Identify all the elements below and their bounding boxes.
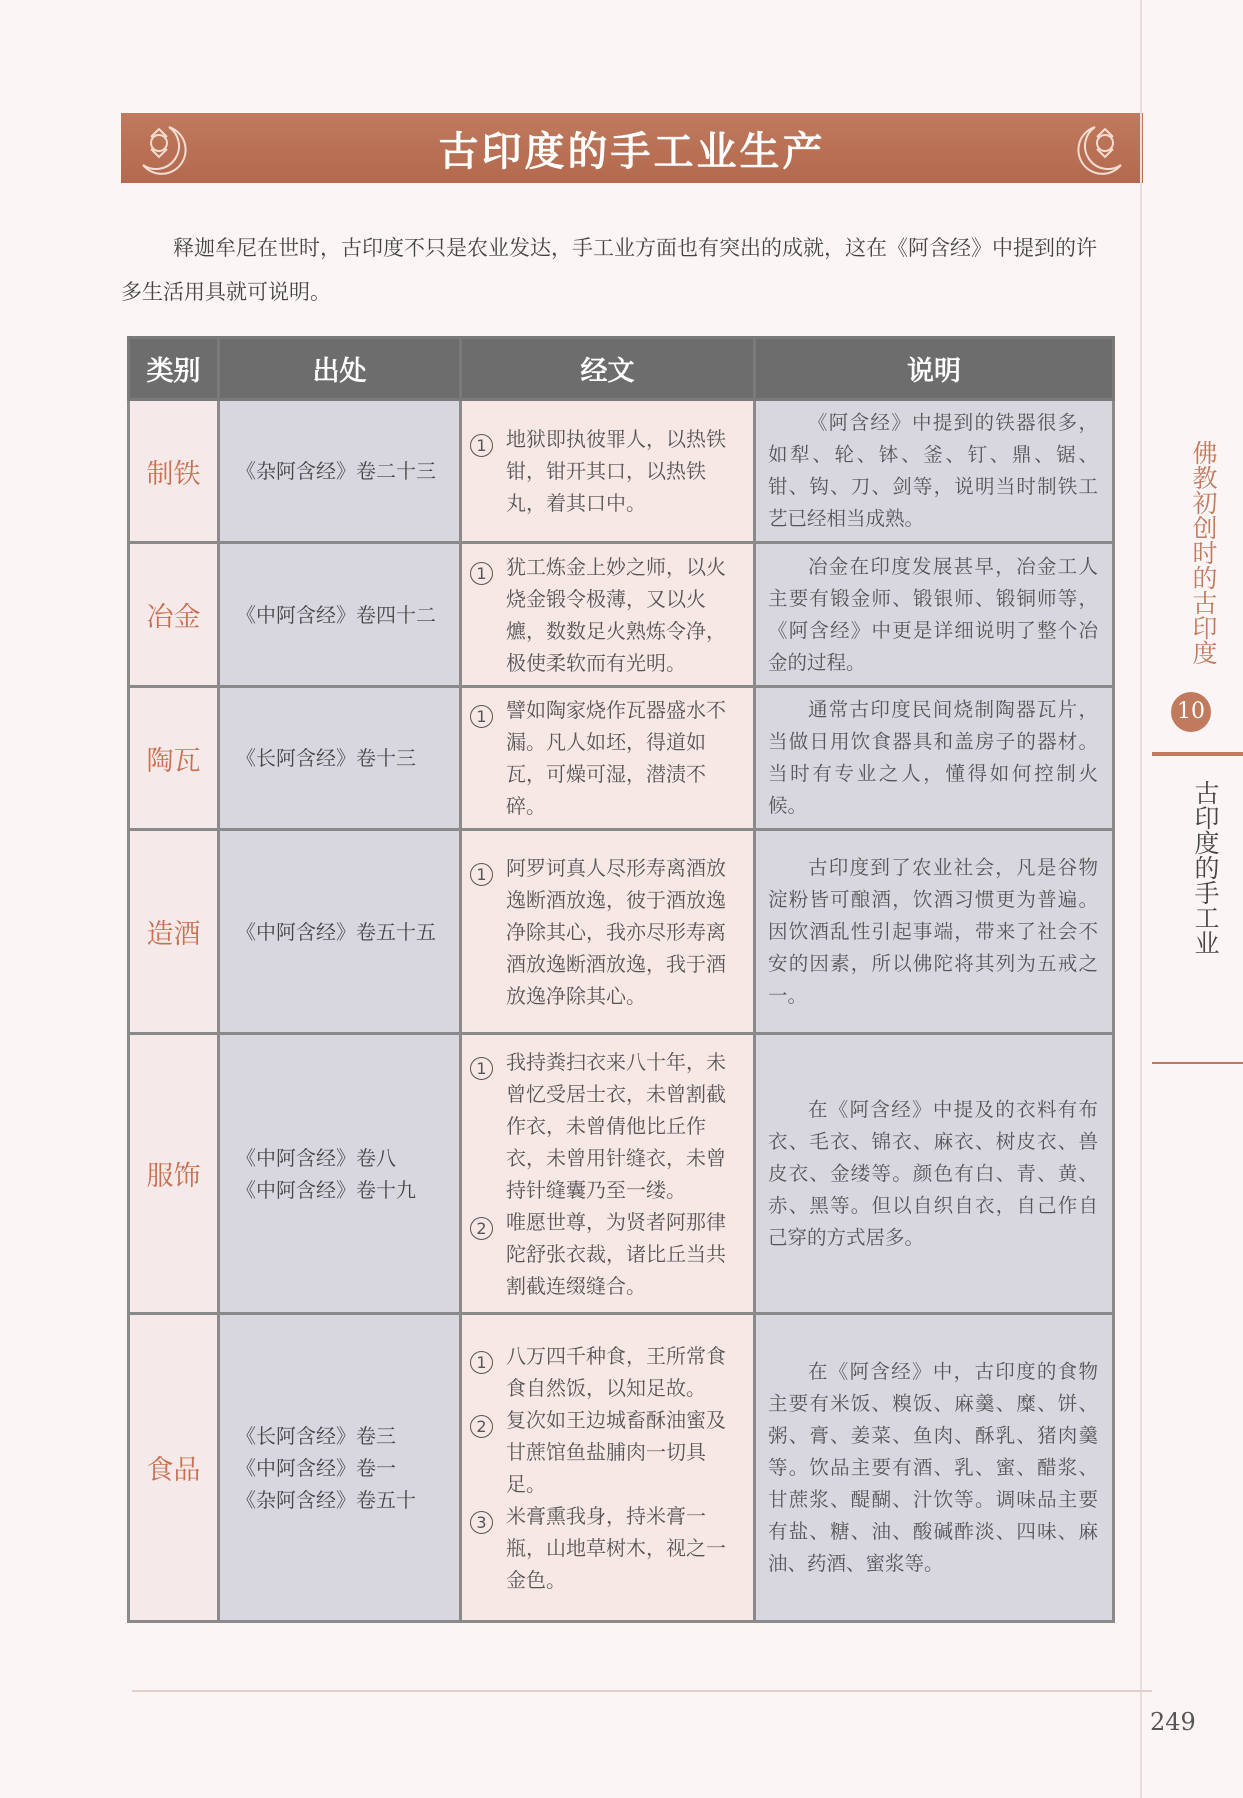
row-category: 食品 [129, 1314, 219, 1622]
item-number: 1 [470, 863, 493, 886]
lotus-ornament-icon [1073, 117, 1135, 179]
bottom-rule [132, 1690, 1152, 1692]
item-text: 阿罗诃真人尽形寿离酒放逸断酒放逸，彼于酒放逸净除其心，我亦尽形寿离酒放逸断酒放逸，我于酒放逸净除其心。 [506, 855, 726, 1008]
row-explanation: 冶金在印度发展甚早，冶金工人主要有锻金师、锻银师、锻铜师等，《阿含经》中更是详细说明了整个冶金的过程。 [755, 543, 1114, 687]
row-scripture [461, 543, 755, 687]
row-scripture [461, 1314, 755, 1622]
row-category: 造酒 [129, 830, 219, 1034]
row-source: 《中阿含经》卷四十二 [219, 543, 461, 687]
table-header-row [129, 338, 1114, 400]
table-row [129, 400, 1114, 543]
table-row [129, 830, 1114, 1034]
row-category: 陶瓦 [129, 687, 219, 830]
item-text: 复次如王边城畜酥油蜜及甘蔗馆鱼盐脯肉一切具足。 [506, 1407, 726, 1496]
row-source: 《长阿含经》卷十三 [219, 687, 461, 830]
item-number: 2 [470, 1415, 493, 1438]
section-title: 古印度的手工业 [1191, 780, 1220, 955]
row-source: 《中阿含经》卷八 《中阿含经》卷十九 [219, 1034, 461, 1314]
table-row [129, 687, 1114, 830]
intro-paragraph: 释迦牟尼在世时，古印度不只是农业发达，手工业方面也有突出的成就，这在《阿含经》中提到的许多生活用具就可说明。 [121, 236, 1097, 304]
crafts-table [127, 336, 1115, 1623]
row-source: 《长阿含经》卷三 《中阿含经》卷一 《杂阿含经》卷五十 [219, 1314, 461, 1622]
item-number: 1 [470, 705, 493, 728]
header-explanation: 说明 [755, 338, 1114, 400]
item-text: 犹工炼金上妙之师，以火烧金锻令极薄，又以火爊，数数足火熟炼令净，极使柔软而有光明。 [506, 554, 726, 675]
item-number: 3 [470, 1511, 493, 1534]
item-number: 1 [470, 1351, 493, 1374]
scripture-item [470, 1500, 743, 1596]
scripture-item [470, 1404, 743, 1500]
scripture-item [470, 1206, 743, 1302]
row-source: 《中阿含经》卷五十五 [219, 830, 461, 1034]
row-source: 《杂阿含经》卷二十三 [219, 400, 461, 543]
table-row [129, 543, 1114, 687]
row-scripture [461, 1034, 755, 1314]
item-text: 地狱即执彼罪人，以热铁钳，钳开其口，以热铁丸，着其口中。 [506, 427, 726, 515]
chapter-number-badge: 10 [1171, 692, 1211, 732]
sidebar-divider [1140, 0, 1142, 1798]
row-category: 服饰 [129, 1034, 219, 1314]
row-scripture [461, 830, 755, 1034]
page-title: 古印度的手工业生产 [438, 128, 826, 175]
row-scripture [461, 687, 755, 830]
item-text: 米膏熏我身，持米膏一瓶，山地草树木，视之一金色。 [506, 1503, 726, 1592]
table-row [129, 1034, 1114, 1314]
scripture-item [470, 694, 743, 822]
row-explanation: 通常古印度民间烧制陶器瓦片，当做日用饮食器具和盖房子的器材。当时有专业之人，懂得如何控制火候。 [755, 687, 1114, 830]
scripture-item [470, 852, 743, 1012]
page-number: 249 [1150, 1708, 1196, 1736]
item-text: 譬如陶家烧作瓦器盛水不漏。凡人如坯，得道如瓦，可燥可湿，潜渍不碎。 [506, 698, 726, 818]
header-source: 出处 [219, 338, 461, 400]
sidebar-rule [1152, 752, 1243, 756]
row-explanation: 在《阿含经》中，古印度的食物主要有米饭、糗饭、麻羹、糜、饼、粥、膏、姜菜、鱼肉、酥乳、猪肉羹等。饮品主要有酒、乳、蜜、醋浆、甘蔗浆、醍醐、汁饮等。调味品主要有盐、糖、油、酸碱酢淡、四味、麻油、药酒、蜜浆等。 [755, 1314, 1114, 1622]
scripture-item [470, 1046, 743, 1206]
table-row [129, 1314, 1114, 1622]
chapter-title: 佛教初创时的古印度 [1189, 440, 1218, 665]
row-category: 制铁 [129, 400, 219, 543]
title-banner [121, 113, 1143, 183]
row-category: 冶金 [129, 543, 219, 687]
scripture-item [470, 1340, 743, 1404]
header-scripture: 经文 [461, 338, 755, 400]
item-number: 1 [470, 1057, 493, 1080]
header-category: 类别 [129, 338, 219, 400]
item-number: 1 [470, 562, 493, 585]
item-number: 2 [470, 1217, 493, 1240]
scripture-item [470, 423, 743, 519]
row-scripture [461, 400, 755, 543]
row-explanation: 《阿含经》中提到的铁器很多，如犁、轮、钵、釜、钉、鼎、锯、钳、钩、刀、剑等，说明当时制铁工艺已经相当成熟。 [755, 400, 1114, 543]
item-text: 我持粪扫衣来八十年，未曾忆受居士衣，未曾割截作衣，未曾倩他比丘作衣，未曾用针缝衣，未曾持针缝囊乃至一缕。 [506, 1049, 726, 1202]
row-explanation: 在《阿含经》中提及的衣料有布衣、毛衣、锦衣、麻衣、树皮衣、兽皮衣、金缕等。颜色有白、青、黄、赤、黑等。但以自织自衣，自己作自己穿的方式居多。 [755, 1034, 1114, 1314]
item-number: 1 [470, 434, 493, 457]
lotus-ornament-icon [129, 117, 191, 179]
item-text: 八万四千种食，王所常食食自然饭，以知足故。 [506, 1343, 726, 1400]
row-explanation: 古印度到了农业社会，凡是谷物淀粉皆可酿酒，饮酒习惯更为普遍。因饮酒乱性引起事端，带来了社会不安的因素，所以佛陀将其列为五戒之一。 [755, 830, 1114, 1034]
sidebar-rule [1152, 1062, 1243, 1064]
item-text: 唯愿世尊，为贤者阿那律陀舒张衣裁，诸比丘当共割截连缀缝合。 [506, 1209, 726, 1298]
scripture-item [470, 551, 743, 679]
